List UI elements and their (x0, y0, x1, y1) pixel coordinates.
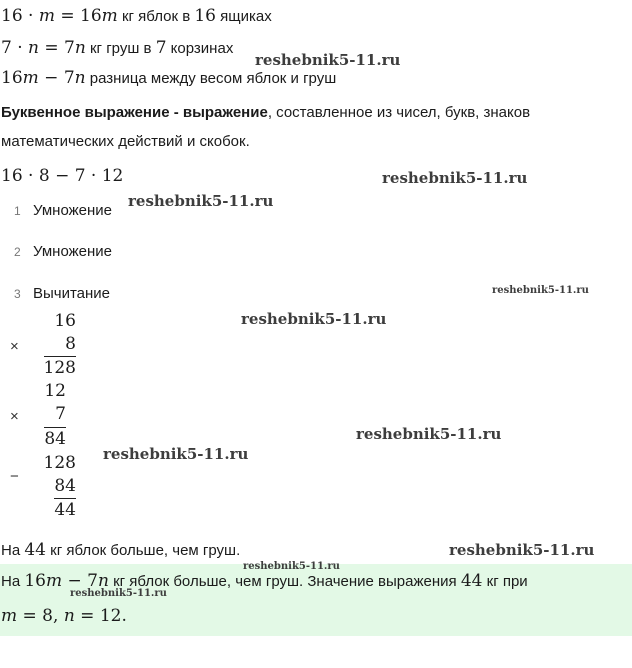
watermark: reshebnik5-11.ru (255, 51, 401, 69)
result-line (44, 427, 66, 428)
step-item (14, 285, 110, 302)
step-item (14, 202, 112, 219)
watermark: reshebnik5-11.ru (492, 285, 589, 296)
operand-a: 128 (43, 453, 76, 473)
watermark: reshebnik5-11.ru (241, 310, 387, 328)
answer-line-1: На 16m − 7n кг яблок больше, чем груш. Значение выражения 44 кг при (1, 571, 528, 591)
formula-line-apples: 16 · m = 16m кг яблок в 16 ящиках (1, 6, 272, 26)
result-line (54, 498, 76, 499)
definition-text: , составленное из чисел, букв, знаков математических действий и скобок. (1, 104, 531, 150)
definition-paragraph (1, 98, 621, 156)
watermark: reshebnik5-11.ru (103, 445, 249, 463)
numeric-expression: 16 · 8 − 7 · 12 (1, 166, 124, 186)
step-label: Умножение (33, 202, 113, 219)
step-item (14, 243, 112, 260)
operand-a: 16 (54, 311, 76, 331)
result: 44 (54, 500, 76, 520)
step-label: Вычитание (33, 285, 111, 302)
formula-line-pears: 7 · n = 7n кг груш в 7 корзинах (1, 38, 234, 58)
formula-line-difference: 16m − 7n разница между весом яблок и груш (1, 68, 337, 88)
watermark: reshebnik5-11.ru (382, 169, 528, 187)
answer-line-2: m = 8, n = 12. (1, 606, 127, 626)
step-number: 3 (14, 287, 21, 301)
result: 128 (43, 358, 76, 378)
result-line (44, 356, 76, 357)
times-sign: × (10, 408, 19, 425)
operand-a: 12 (44, 381, 66, 401)
watermark: reshebnik5-11.ru (356, 425, 502, 443)
result: 84 (44, 429, 66, 449)
answer-box (0, 564, 632, 636)
watermark: reshebnik5-11.ru (128, 192, 274, 210)
watermark: reshebnik5-11.ru (449, 541, 595, 559)
step-number: 2 (14, 245, 21, 259)
minus-sign: − (10, 468, 19, 485)
times-sign: × (10, 338, 19, 355)
conclusion-text: На 44 кг яблок больше, чем груш. (1, 540, 241, 560)
step-label: Умножение (33, 243, 113, 260)
operand-b: 8 (65, 334, 76, 354)
watermark: reshebnik5-11.ru (243, 561, 340, 572)
operand-b: 7 (55, 404, 66, 424)
step-number: 1 (14, 204, 21, 218)
definition-term: Буквенное выражение - выражение (1, 104, 268, 121)
operand-b: 84 (54, 476, 76, 496)
watermark: reshebnik5-11.ru (70, 588, 167, 599)
